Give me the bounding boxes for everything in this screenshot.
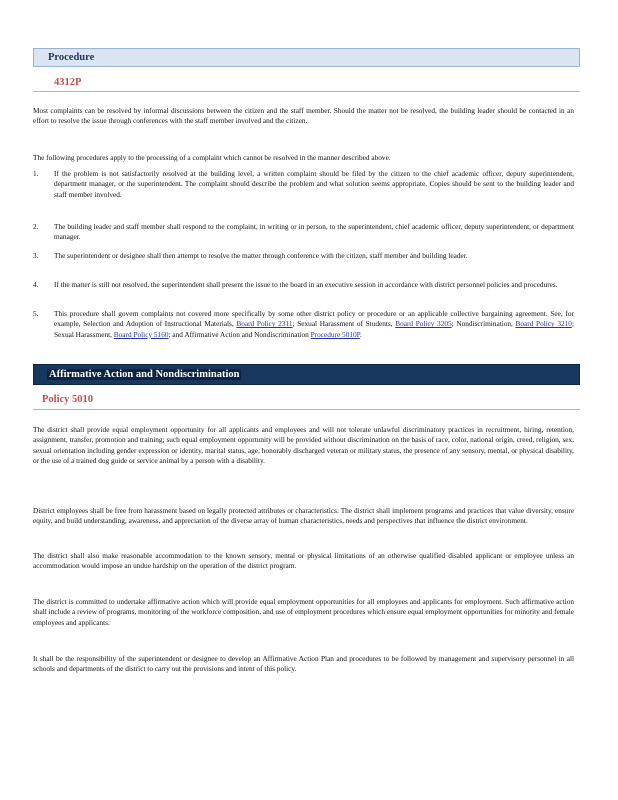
- item-5-text-b: ; Sexual Harassment of Students,: [292, 319, 396, 329]
- policy-header-label: Affirmative Action and Nondiscrimination: [49, 369, 240, 380]
- list-item: [33, 169, 574, 200]
- list-item-number: 5.: [33, 309, 39, 318]
- list-item-text: The building leader and staff member shall respond to the complaint, in writing or in person, to the superintendent, chief academic officer, deputy superintendent, or department manager.: [54, 222, 574, 242]
- policy-section-header: [33, 364, 580, 385]
- list-item-number: 4.: [33, 280, 39, 289]
- procedure-intro-text: Most complaints can be resolved by informal discussions between the citizen and the staff member. Should the matter not be resolved, the building leader should be contacted in an effort to resolve the issue through conferences with the staff member involved and the citizen.: [33, 106, 574, 126]
- board-policy-3205-link[interactable]: Board Policy 3205: [395, 319, 452, 329]
- procedure-divider: [33, 91, 580, 92]
- list-item-number: 1.: [33, 169, 39, 178]
- board-policy-5160-link[interactable]: Board Policy 5160: [113, 329, 169, 339]
- procedure-5010p-link[interactable]: Procedure 5010P: [310, 329, 360, 339]
- board-policy-3210-link[interactable]: Board Policy 3210: [515, 319, 572, 329]
- list-item-text: If the problem is not satisfactorily resolved at the building level, a written complaint should be filed by the citizen to the chief academic officer, deputy superintendent, department manager, or the superintendent. The complaint should describe the problem and what solution seems appropriate. Copies should be sent to the building leader and staff member involved.: [54, 169, 574, 199]
- procedure-lead-in-text: The following procedures apply to the processing of a complaint which cannot be resolved in the manner described above.: [33, 153, 391, 162]
- list-item-text: If the matter is still not resolved, the superintendent shall present the issue to the board in an executive session in accordance with district personnel policies and procedures.: [54, 280, 558, 289]
- policy-paragraph: [33, 506, 574, 527]
- item-5-text-e: ; and Affirmative Action and Nondiscrimination: [168, 329, 311, 339]
- policy-paragraph-text: The district is committed to undertake affirmative action which will provide equal employment opportunities for all employees and applicants for employment. Such affirmative action shall include a review of programs, monitoring of the workforce composition, and use of employment procedures which ensure equal employment opportunities for minority and female employees and applicants.: [33, 597, 574, 627]
- procedure-header-label: Procedure: [48, 52, 95, 63]
- procedure-section-header: [33, 48, 580, 67]
- policy-paragraph: [33, 597, 574, 628]
- policy-paragraph-text: The district shall also make reasonable accommodation to the known sensory, mental or physical limitations of an otherwise qualified disabled applicant or employee unless an accommodation would impose an undue hardship on the operation of the district program.: [33, 551, 574, 571]
- policy-paragraph: [33, 551, 574, 572]
- item-5-text-f: .: [359, 329, 362, 339]
- list-item: [33, 222, 574, 243]
- policy-paragraph-text: The district shall provide equal employment opportunity for all applicants and employees and will not tolerate unlawful discriminatory practices in recruitment, hiring, retention, assignment, transfer, promotion and training; such equal employment opportunity will be provided without discrimination on the basis of race, color, national origin, creed, religion, sex, sexual orientation including gender expression or identity, marital status, age, honorably discharged veteran or military status, the presence of any sensory, mental, or physical disability, or the use of a trained dog guide or service animal by a person with a disability.: [33, 425, 574, 465]
- policy-paragraph: [33, 425, 574, 466]
- item-5-text-d: ; Sexual Harassment,: [54, 319, 574, 339]
- list-item-text: The superintendent or designee shall then attempt to resolve the matter through conference with the citizen, staff member and building leader.: [54, 251, 468, 260]
- board-policy-2311-link[interactable]: Board Policy 2311: [236, 319, 293, 329]
- procedure-intro: [33, 106, 574, 127]
- list-item-number: 2.: [33, 222, 39, 231]
- list-item-text: [54, 309, 574, 340]
- list-item: [33, 309, 574, 340]
- procedure-lead-in: [33, 153, 574, 163]
- item-5-text-c: ; Nondiscrimination,: [451, 319, 516, 329]
- list-item-number: 3.: [33, 251, 39, 260]
- policy-code: Policy 5010: [42, 394, 94, 405]
- list-item: [33, 280, 574, 290]
- policy-paragraph-text: It shall be the responsibility of the superintendent or designee to develop an Affirmative Action Plan and procedures to be followed by management and supervisory personnel in all schools and departments of the district to carry out the provisions and intent of this policy.: [33, 654, 574, 674]
- policy-paragraph: [33, 654, 574, 675]
- procedure-code: 4312P: [54, 77, 82, 88]
- list-item: [33, 251, 574, 261]
- policy-paragraph-text: District employees shall be free from harassment based on legally protected attributes or characteristics. The district shall implement programs and practices that value diversity, ensure equity, and build understanding, awareness, and appreciation of the diverse array of human characteristics, needs and perspectives that influence the district environment.: [33, 506, 574, 526]
- item-5-text-a: This procedure shall govern complaints not covered more specifically by some other district policy or procedure or an applicable collective bargaining agreement. See, for example, Selection and Adoption of Instructional Materials,: [54, 309, 574, 329]
- policy-divider: [33, 409, 580, 410]
